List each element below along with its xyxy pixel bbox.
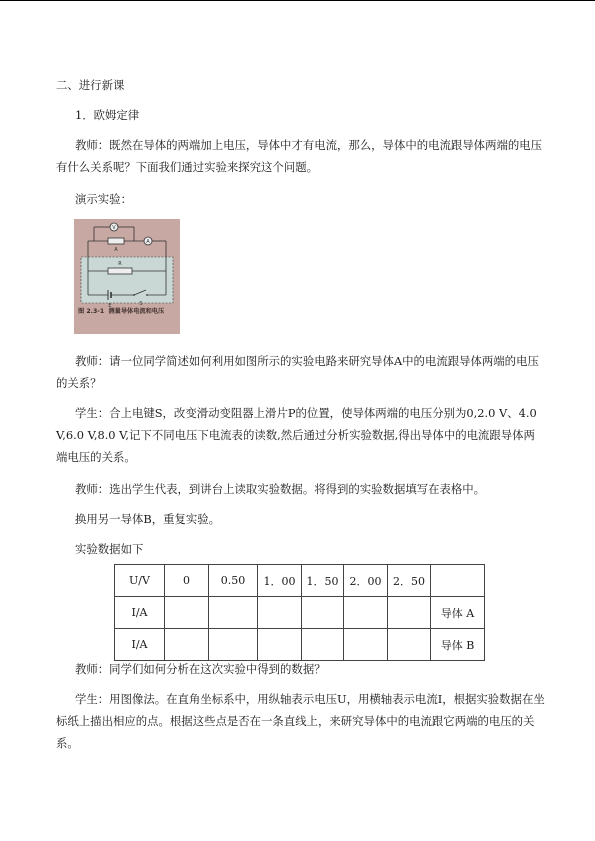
figure-caption-text: 测量导体电流和电压 [108,308,165,315]
table-cell: I/A [115,597,165,629]
paragraph-teacher-1: 教师：既然在导体的两端加上电压，导体中才有电流，那么，导体中的电流跟导体两端的电压有什么关系呢？下面我们通过实验来探究这个问题。 [56,138,543,174]
figure-caption [78,307,178,317]
table-row [115,629,485,661]
svg-text:A: A [146,239,150,245]
table-cell: 1．00 [258,565,302,597]
table-cell [302,629,344,661]
table-cell [388,629,431,661]
table-cell [258,597,302,629]
table-cell [388,597,431,629]
section-heading: 二、进行新课 [56,78,125,92]
table-cell: I/A [115,629,165,661]
subheading: 1．欧姆定律 [75,108,140,122]
svg-text:V: V [112,225,116,231]
rheostat [108,268,132,274]
table-cell: 0.50 [209,565,258,597]
table-row [115,597,485,629]
top-rule [0,0,595,1]
table-cell: U/V [115,565,165,597]
paragraph-teacher-2: 教师：请一位同学简述如何利用如图所示的实验电路来研究导体A中的电流跟导体两端的电压的关系？ [56,354,539,390]
paragraph-demo: 演示实验： [75,192,132,206]
table-cell: 2．00 [344,565,388,597]
table-cell [258,629,302,661]
table-intro: 实验数据如下 [75,542,144,556]
dashed-enclosure [81,257,173,303]
table-row [115,565,485,597]
paragraph-student-1: 学生：合上电键S，改变滑动变阻器上滑片P的位置，使导体两端的电压分别为0,2.0 V、4.0 V,6.0 V,8.0 V,记下不同电压下电流表的读数,然后通过分析实验数据,得出导体中的电流跟导体两端电压的关系。 [56,406,537,464]
figure-number: 图 2.3-1 [78,308,105,315]
table-cell [165,597,209,629]
svg-text:R: R [118,261,122,267]
data-table [114,564,485,661]
paragraph-repeat: 换用另一导体B，重复实验。 [75,512,221,526]
table-cell: 1．50 [302,565,344,597]
svg-text:S: S [139,301,143,307]
table-cell [344,597,388,629]
conductor-resistor [108,238,124,244]
table-cell [344,629,388,661]
paragraph-teacher-4: 教师：同学们如何分析在这次实验中得到的数据？ [75,662,326,676]
paragraph-teacher-3: 教师：选出学生代表，到讲台上读取实验数据。将得到的实验数据填写在表格中。 [75,482,486,496]
table-cell: 导体 B [431,629,485,661]
circuit-diagram [74,219,180,309]
table-cell [431,565,485,597]
table-cell [209,629,258,661]
table-cell: 0 [165,565,209,597]
paragraph-student-2: 学生：用图像法。在直角坐标系中，用纵轴表示电压U，用横轴表示电流I，根据实验数据在坐标纸上描出相应的点。根据这些点是否在一条直线上，来研究导体中的电流跟它两端的电压的关系。 [56,692,545,750]
svg-text:E: E [108,303,112,309]
table-cell: 2．50 [388,565,431,597]
svg-text:A: A [114,247,118,253]
table-cell [302,597,344,629]
table-cell [165,629,209,661]
circuit-figure [74,219,180,334]
table-cell: 导体 A [431,597,485,629]
table-cell [209,597,258,629]
